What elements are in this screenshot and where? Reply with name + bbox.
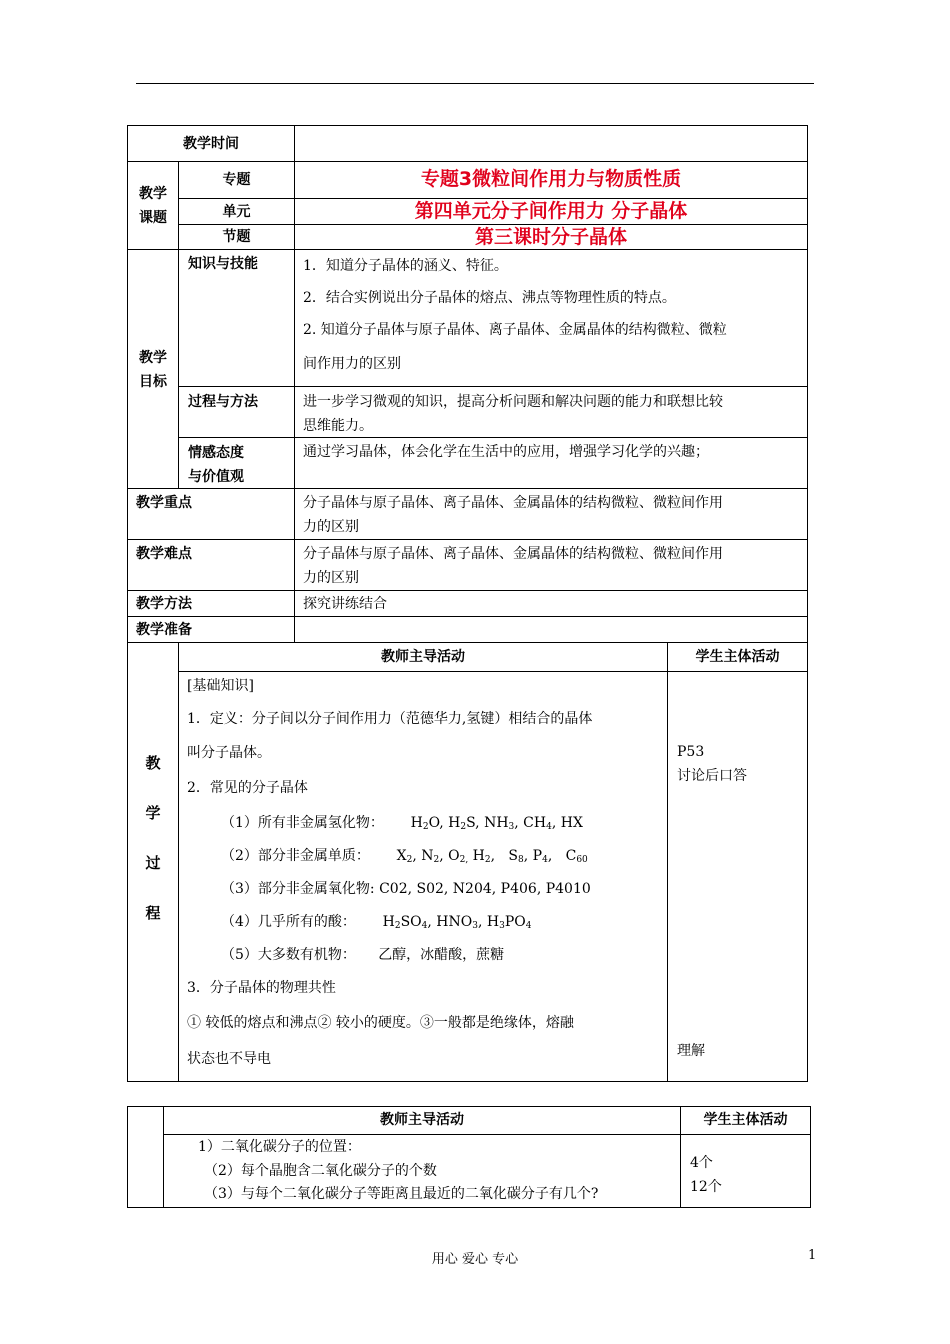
footer-slogan: 用心 爱心 专心	[431, 1252, 519, 1267]
process-line-1: 进一步学习微观的知识，提高分析问题和解决问题的能力和联想比较	[303, 394, 723, 410]
item-4: （4）几乎所有的酸： $H_2SO_4$, $HNO_3$, $H_3PO_4$	[221, 914, 532, 931]
process-label: 过程与方法	[188, 394, 258, 410]
knowledge-line-2: 2．结合实例说出分子晶体的熔点、沸点等物理性质的特点。	[303, 290, 676, 306]
teacher-activity-header-2: 教师主导活动	[380, 1112, 464, 1128]
emotion-line: 通过学习晶体，体会化学在生活中的应用，增强学习化学的兴趣；	[303, 444, 709, 460]
student-note-2: 讨论后口答	[677, 768, 747, 784]
knowledge-line-4: 间作用力的区别	[303, 356, 401, 372]
knowledge-label: 知识与技能	[188, 256, 258, 272]
question-line-1: 1）二氧化碳分子的位置：	[198, 1139, 361, 1155]
item-5: （5）大多数有机物： 乙醇，冰醋酸，蔗糖	[221, 947, 505, 963]
emotion-label-1: 情感态度	[188, 445, 244, 461]
student-note-1: P53	[677, 744, 705, 760]
definition-line-1: 1．定义：分子间以分子间作用力（范德华力,氢键）相结合的晶体	[187, 711, 593, 727]
item-1: （1）所有非金属氢化物： $H_2O$, $H_2S$, $NH_3$, $CH_4$, HX	[221, 815, 583, 832]
answer-1: 4个	[690, 1155, 713, 1171]
teaching-time-label: 教学时间	[183, 136, 239, 152]
jieti-value: 第三课时分子晶体	[474, 226, 627, 248]
difficult-points-line-1: 分子晶体与原子晶体、离子晶体、金属晶体的结构微粒、微粒间作用	[303, 546, 723, 562]
objectives-label-2: 目标	[139, 374, 167, 390]
item-3: （3）部分非金属氧化物: C02, S02, N204, P406, P4010	[221, 881, 591, 897]
item-2: （2）部分非金属单质： $X_2$, $N_2$, $O_{2,}$ $H_2$, $S_8$, $P_4$, $C_{60}$	[221, 848, 588, 865]
zhuanti-value: 专题3微粒间作用力与物质性质	[420, 168, 682, 190]
student-understand: 理解	[677, 1043, 705, 1059]
method-value: 探究讲练结合	[303, 596, 387, 612]
knowledge-line-3: 2. 知道分子晶体与原子晶体、离子晶体、金属晶体的结构微粒、微粒	[303, 322, 727, 338]
jieti-label: 节题	[222, 229, 251, 245]
process-side-label-2: 学	[145, 804, 161, 822]
definition-line-2: 叫分子晶体。	[187, 745, 271, 761]
answer-2: 12个	[690, 1179, 722, 1195]
process-side-label-4: 程	[145, 904, 161, 922]
emotion-label-2: 与价值观	[188, 469, 244, 485]
danyuan-value: 第四单元分子间作用力 分子晶体	[414, 200, 688, 222]
objectives-label-1: 教学	[139, 350, 167, 366]
header-rule	[136, 83, 814, 84]
question-line-2: （2）每个晶胞含二氧化碳分子的个数	[204, 1163, 437, 1179]
method-label: 教学方法	[136, 596, 192, 612]
common-crystals-title: 2．常见的分子晶体	[187, 780, 308, 796]
difficult-points-line-2: 力的区别	[303, 570, 359, 586]
zhuanti-label: 专题	[222, 172, 251, 188]
topic-group-label-2: 课题	[139, 210, 167, 226]
knowledge-line-1: 1．知道分子晶体的涵义、特征。	[303, 258, 508, 274]
basic-knowledge-title: [基础知识]	[187, 678, 254, 694]
difficult-points-label: 教学难点	[136, 546, 192, 562]
key-points-line-2: 力的区别	[303, 519, 359, 535]
properties-title: 3．分子晶体的物理共性	[187, 980, 336, 996]
process-line-2: 思维能力。	[303, 418, 373, 434]
page-number: 1	[808, 1248, 817, 1263]
key-points-label: 教学重点	[136, 495, 192, 511]
teacher-activity-header: 教师主导活动	[381, 649, 465, 665]
key-points-line-1: 分子晶体与原子晶体、离子晶体、金属晶体的结构微粒、微粒间作用	[303, 495, 723, 511]
properties-line-2: 状态也不导电	[187, 1051, 271, 1067]
properties-line-1: ① 较低的熔点和沸点② 较小的硬度。③一般都是绝缘体，熔融	[187, 1015, 574, 1031]
student-activity-header: 学生主体活动	[695, 649, 780, 665]
student-activity-header-2: 学生主体活动	[703, 1112, 788, 1128]
question-line-3: （3）与每个二氧化碳分子等距离且最近的二氧化碳分子有几个?	[204, 1186, 599, 1202]
prep-label: 教学准备	[136, 622, 192, 638]
danyuan-label: 单元	[222, 204, 251, 220]
process-side-label-1: 教	[145, 754, 161, 772]
process-side-label-3: 过	[145, 854, 161, 872]
topic-group-label-1: 教学	[139, 186, 167, 202]
